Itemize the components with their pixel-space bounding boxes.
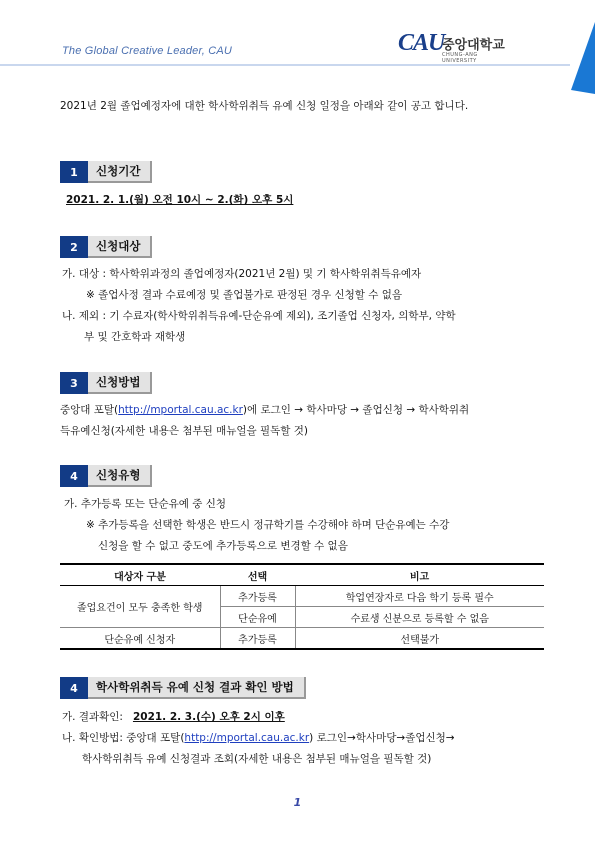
table-cell: 추가등록 <box>220 628 295 650</box>
eligibility-exclusion: 나. 제외 : 기 수료자(학사학위취득유예-단순유예 제외), 조기졸업 신청자, 의학부, 약학 <box>62 310 456 322</box>
type-note-1: ※ 추가등록을 선택한 학생은 반드시 정규학기를 수강해야 하며 단순유예는 수강 <box>86 519 450 531</box>
table-header-row <box>60 564 544 586</box>
period-value: 2021. 2. 1.(월) 오전 10시 ~ 2.(화) 오후 5시 <box>66 194 294 206</box>
section-title: 학사학위취득 유예 신청 결과 확인 방법 <box>88 677 306 699</box>
section-3-heading <box>60 372 152 394</box>
university-logo <box>398 30 508 64</box>
table-header: 선택 <box>220 564 295 586</box>
eligibility-block <box>62 264 548 348</box>
logo-english-name: CHUNG-ANG UNIVERSITY <box>442 52 478 64</box>
logo-korean-name: 중앙대학교 <box>442 38 505 53</box>
table-cell: 추가등록 <box>220 586 295 607</box>
eligibility-exclusion-cont: 부 및 간호학과 재학생 <box>84 331 186 343</box>
table-cell: 수료생 신분으로 등록할 수 없음 <box>295 607 544 628</box>
eligibility-target: 가. 대상 : 학사학위과정의 졸업예정자(2021년 2월) 및 기 학사학위취득유예자 <box>62 268 422 280</box>
page-number: 1 <box>293 796 302 809</box>
section-number: 4 <box>60 465 88 487</box>
method-post: )에 로그인 → 학사마당 → 졸업신청 → 학사학위취 <box>242 404 470 416</box>
result-block <box>62 707 552 770</box>
result-method-pre: 나. 확인방법: 중앙대 포탈( <box>62 732 185 744</box>
result-date-label: 가. 결과확인: <box>62 711 127 723</box>
result-method-line <box>62 728 552 749</box>
type-table <box>60 563 544 650</box>
type-block <box>64 494 550 557</box>
section-title: 신청유형 <box>88 465 152 487</box>
result-date-value: 2021. 2. 3.(수) 오후 2시 이후 <box>132 711 285 723</box>
section-title: 신청방법 <box>88 372 152 394</box>
intro-paragraph <box>60 96 546 117</box>
type-line: 가. 추가등록 또는 단순유예 중 신청 <box>64 498 227 510</box>
logo-cau-text: CAU <box>398 30 445 56</box>
intro-text: 2021년 2월 졸업예정자에 대한 학사학위취득 유예 신청 일정을 아래와 같이 공고 합니다. <box>60 100 469 112</box>
section-1-heading <box>60 161 152 183</box>
table-row <box>60 586 544 607</box>
corner-accent-icon <box>571 22 595 94</box>
section-number: 1 <box>60 161 88 183</box>
table-cell: 학업연장자로 다음 학기 등록 필수 <box>295 586 544 607</box>
table-cell: 단순유예 <box>220 607 295 628</box>
application-period <box>66 190 293 211</box>
method-block <box>60 400 550 442</box>
section-title: 신청대상 <box>88 236 152 258</box>
table-header: 비고 <box>295 564 544 586</box>
section-5-heading <box>60 677 306 699</box>
type-note-2: 신청을 할 수 없고 중도에 추가등록으로 변경할 수 없음 <box>98 540 348 552</box>
portal-link[interactable]: http://mportal.cau.ac.kr <box>118 404 243 416</box>
result-method-post: ) 로그인→학사마당→졸업신청→ <box>309 732 455 744</box>
table-header: 대상자 구분 <box>60 564 220 586</box>
table-cell: 단순유예 신청자 <box>60 628 220 650</box>
method-line-1 <box>60 400 550 421</box>
section-2-heading <box>60 236 152 258</box>
section-number: 3 <box>60 372 88 394</box>
table-cell: 졸업요건이 모두 충족한 학생 <box>60 586 220 628</box>
portal-link[interactable]: http://mportal.cau.ac.kr <box>184 732 310 744</box>
table-cell: 선택불가 <box>295 628 544 650</box>
section-title: 신청기간 <box>88 161 152 183</box>
result-date-line <box>62 707 552 728</box>
method-line-2: 득유예신청(자세한 내용은 첨부된 매뉴얼을 필독할 것) <box>60 425 309 437</box>
result-method-cont: 학사학위취득 유예 신청결과 조회(자세한 내용은 첨부된 매뉴얼을 필독할 것) <box>82 753 432 765</box>
method-pre: 중앙대 포탈( <box>60 404 119 416</box>
section-number: 4 <box>60 677 88 699</box>
eligibility-note: ※ 졸업사정 결과 수료예정 및 졸업불가로 판정된 경우 신청할 수 없음 <box>86 289 403 301</box>
section-4-heading <box>60 465 152 487</box>
header-tagline: The Global Creative Leader, CAU <box>62 45 233 57</box>
header-rule <box>0 64 570 66</box>
table-row <box>60 628 544 650</box>
section-number: 2 <box>60 236 88 258</box>
